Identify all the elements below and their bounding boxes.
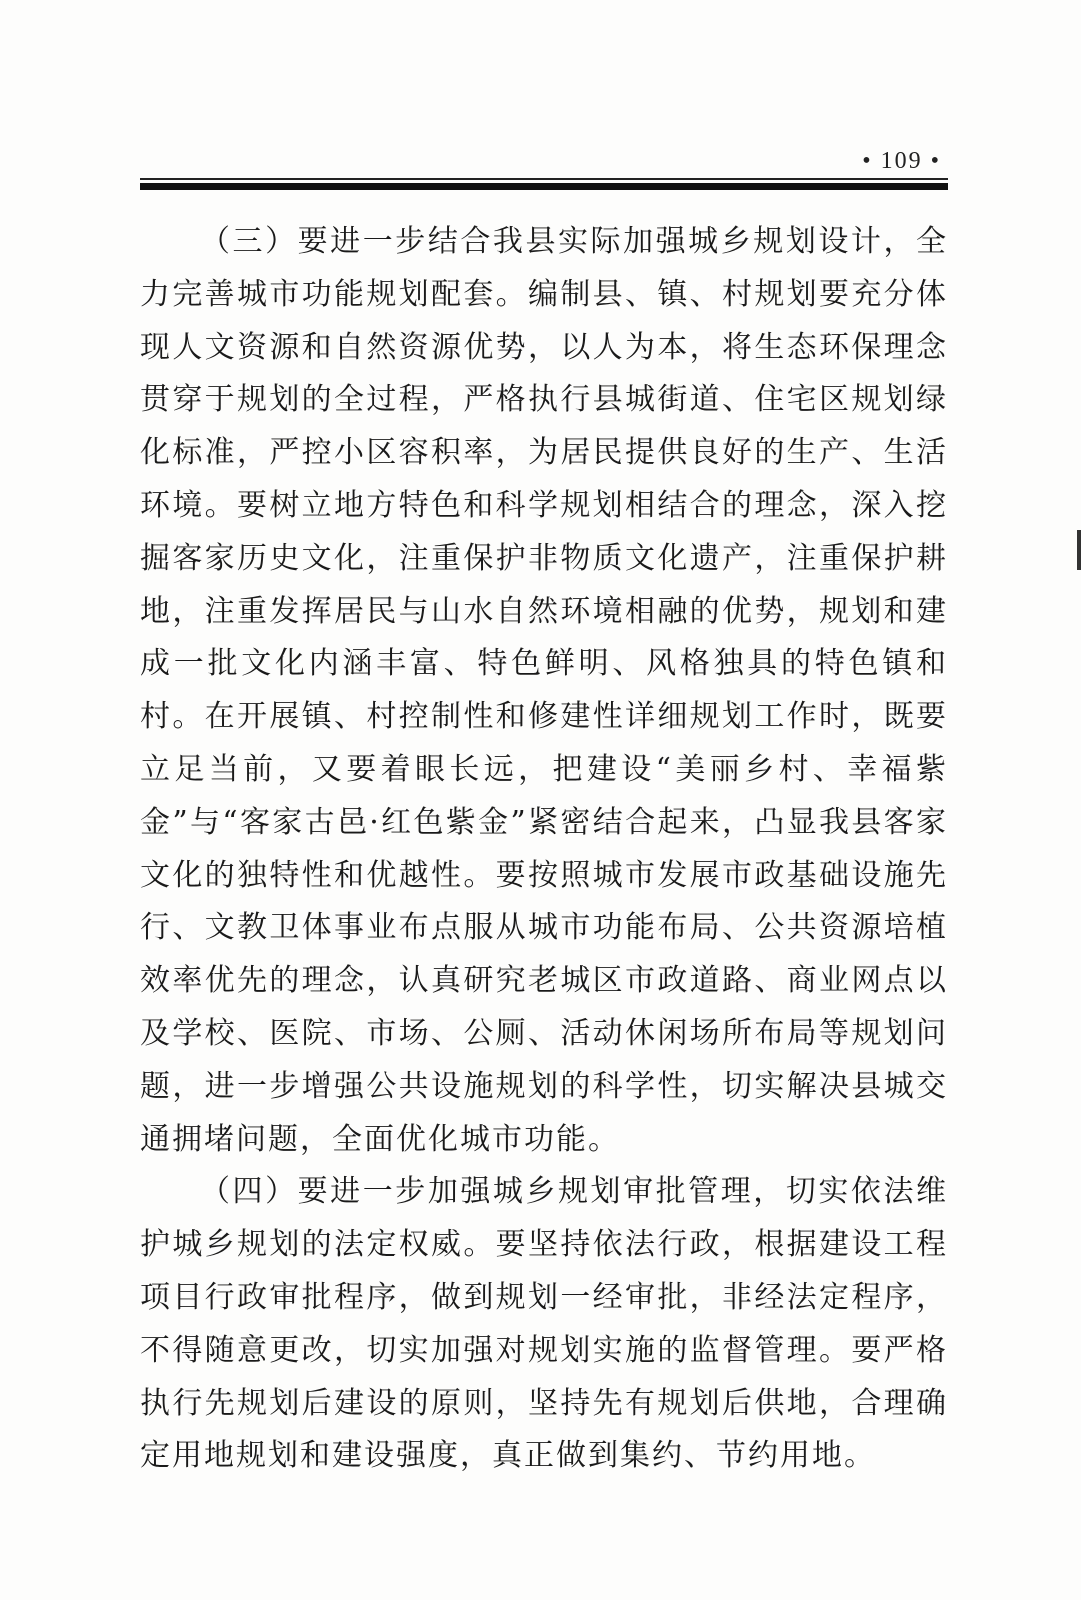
section-4-body: 要坚持依法行政，根据建设工程项目行政审批程序，做到规划一经审批，非经法定程序，不得随意更改，切实加强对规划实施的监督管理。要严格执行先规划后建设的原则，坚持先有规划后供地，合理确定用地规划和建设强度，真正做到集约、节约用地。 xyxy=(140,1227,949,1474)
paragraph-section-4 xyxy=(140,1166,948,1483)
section-3-body: 编制县、镇、村规划要充分体现人文资源和自然资源优势，以人为本，将生态环保理念贯穿于规划的全过程，严格执行县城街道、住宅区规划绿化标准，严控小区容积率，为居民提供良好的生产、生活环境。要树立地方特色和科学规划相结合的理念，深入挖掘客家历史文化，注重保护非物质文化遗产，注重保护耕地，注重发挥居民与山水自然环境相融的优势，规划和建成一批文化内涵丰富、特色鲜明、风格独具的特色镇和村。在开展镇、村控制性和修建性详细规划工作时，既要立足当前，又要着眼长远，把建设“美丽乡村、幸福紫金”与“客家古邑·红色紫金”紧密结合起来，凸显我县客家文化的独特性和优越性。要按照城市发展市政基础设施先行、文教卫体事业布点服从城市功能布局、公共资源培植效率优先的理念，认真研究老城区市政道路、商业网点以及学校、医院、市场、公厕、活动休闲场所布局等规划问题，进一步增强公共设施规划的科学性，切实解决县城交通拥堵问题，全面优化城市功能。 xyxy=(140,276,948,1157)
paragraph-section-3 xyxy=(140,216,948,1166)
page-number: • 109 • xyxy=(862,148,941,174)
scan-edge-mark xyxy=(1077,530,1081,570)
section-3-heading: （三）要进一步结合我县实际加强城乡规划设计，全力完善城市功能规划配套。 xyxy=(140,224,948,312)
header-rule-thin xyxy=(140,178,948,180)
page-body xyxy=(140,216,948,1483)
section-4-heading: （四）要进一步加强城乡规划审批管理，切实依法维护城乡规划的法定权威。 xyxy=(140,1174,948,1263)
header-rule-thick xyxy=(140,183,948,190)
